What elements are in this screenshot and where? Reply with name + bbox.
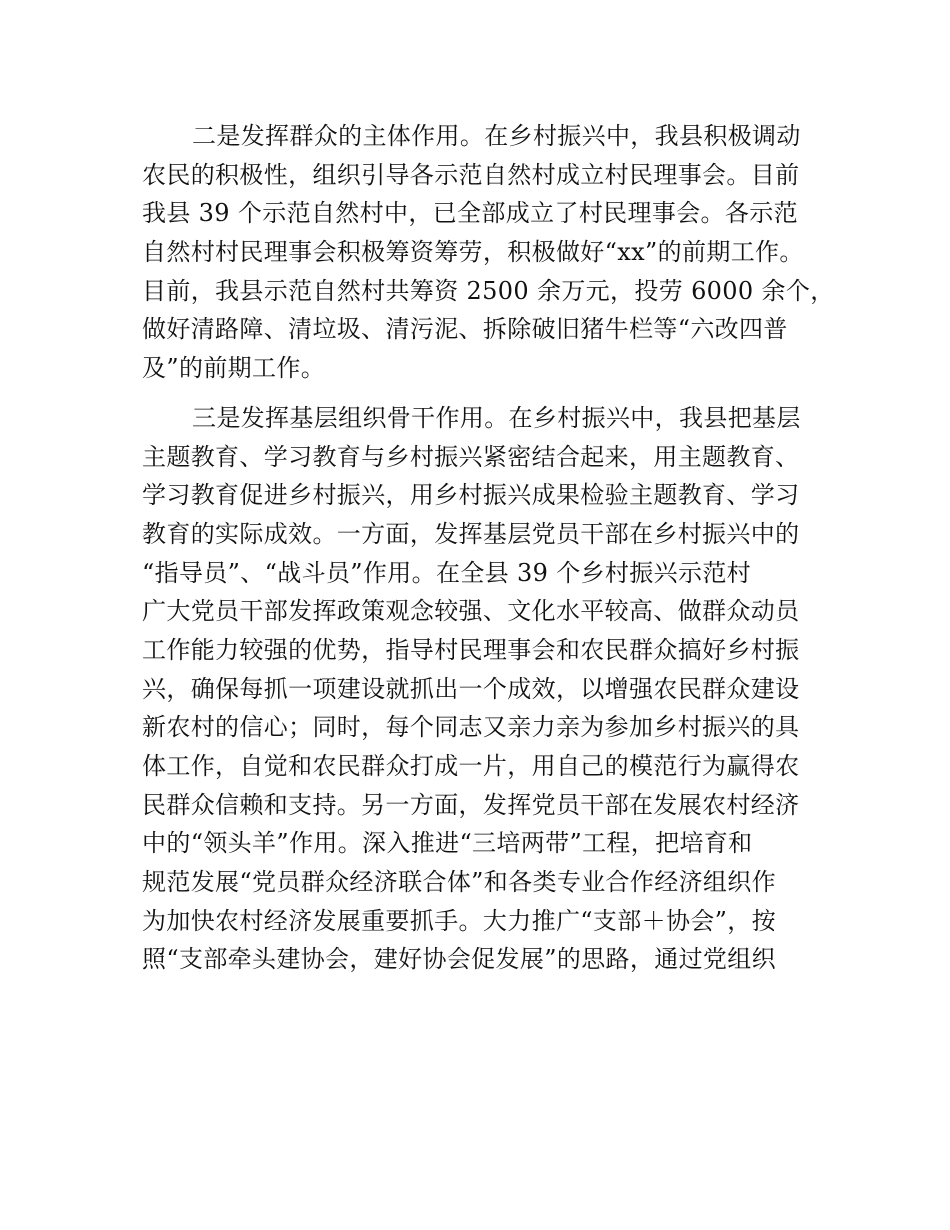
text-line: “指导员”、“战斗员”作用。在全县 39 个乡村振兴示范村 [142,558,752,587]
paragraph-masses-role [142,117,835,388]
text-line: 中的“领头羊”作用。深入推进“三培两带”工程，把培育和 [142,829,753,858]
text-line: 体工作，自觉和农民群众打成一片，用自己的模范行为赢得农 [142,752,800,780]
paragraph-spacer [142,388,822,399]
text-line: 农民的积极性，组织引导各示范自然村成立村民理事会。目前 [142,160,800,189]
text-line: 三是发挥基层组织骨干作用。在乡村振兴中，我县把基层 [192,403,801,432]
body-text [142,117,835,979]
text-line: 目前，我县示范自然村共筹资 2500 余万元，投劳 6000 余个， [142,276,835,305]
text-line: 我县 39 个示范自然村中，已全部成立了村民理事会。各示范 [142,199,798,228]
text-line: 规范发展“党员群众经济联合体”和各类专业合作经济组织作 [142,868,776,897]
text-line: 广大党员干部发挥政策观念较强、文化水平较高、做群众动员 [142,597,800,626]
text-line: 为加快农村经济发展重要抓手。大力推广“支部＋协会”，按 [142,906,776,935]
text-line: 做好清路障、清垃圾、清污泥、拆除破旧猪牛栏等“六改四普 [142,315,788,344]
text-line: 新农村的信心；同时，每个同志又亲力亲为参加乡村振兴的具 [142,713,800,742]
text-line: 二是发挥群众的主体作用。在乡村振兴中，我县积极调动 [192,122,801,150]
text-line: 兴，确保每抓一项建设就抓出一个成效，以增强农民群众建设 [142,674,800,703]
text-line: 教育的实际成效。一方面，发挥基层党员干部在乡村振兴中的 [142,519,800,548]
text-line: 工作能力较强的优势，指导村民理事会和农民群众搞好乡村振 [142,635,800,664]
text-line: 学习教育促进乡村振兴，用乡村振兴成果检验主题教育、学习 [142,481,800,510]
text-line: 照“支部牵头建协会，建好协会促发展”的思路，通过党组织 [142,945,776,974]
text-line: 主题教育、学习教育与乡村振兴紧密结合起来，用主题教育、 [142,442,800,471]
text-line: 民群众信赖和支持。另一方面，发挥党员干部在发展农村经济 [142,790,800,819]
paragraph-grassroots-role [142,399,822,979]
text-line: 及”的前期工作。 [142,354,326,383]
text-line: 自然村村民理事会积极筹资筹劳，积极做好“xx”的前期工作。 [142,238,804,267]
